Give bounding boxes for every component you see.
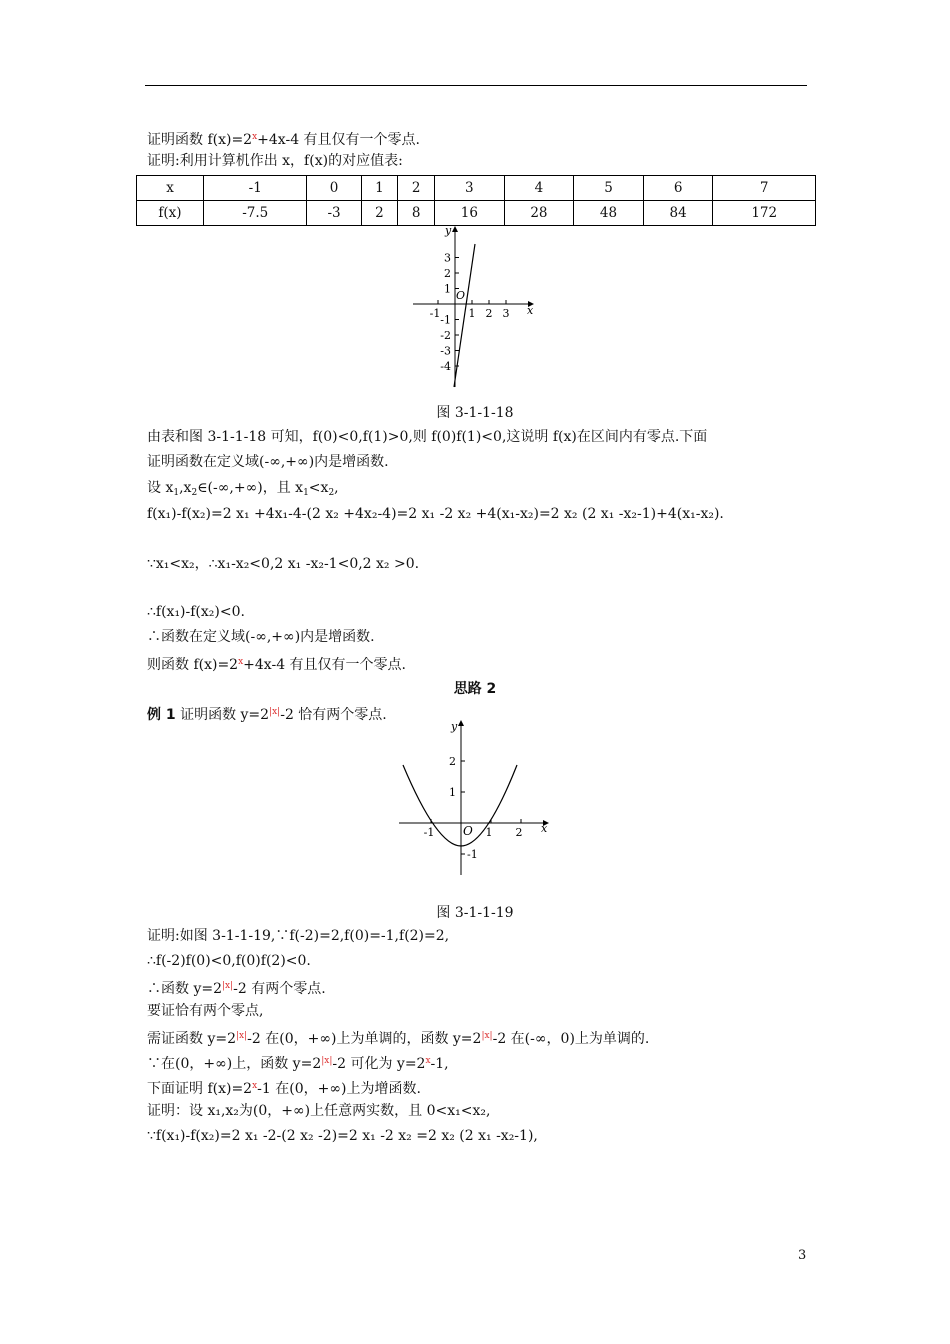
paragraph: 由表和图 3-1-1-18 可知，f(0)<0,f(1)>0,则 f(0)f(1)<0,这说明 f(x)在区间内有零点.下面 — [147, 429, 708, 445]
table-cell: 5 — [574, 176, 644, 201]
value-table — [136, 175, 816, 226]
x-axis-label: x — [541, 822, 548, 835]
tick-label: 1 — [449, 786, 456, 799]
tick-label: 1 — [468, 307, 476, 320]
table-cell: 7 — [713, 176, 816, 201]
table-cell: 2 — [398, 176, 435, 201]
paragraph: ∴f(-2)f(0)<0,f(0)f(2)<0. — [147, 953, 311, 969]
tick-label: 2 — [444, 267, 451, 280]
table-cell: 48 — [574, 201, 644, 226]
table-cell: 2 — [361, 201, 398, 226]
tick-label: 3 — [444, 251, 451, 265]
proof-intro: 证明:利用计算机作出 x，f(x)的对应值表: — [147, 153, 403, 169]
statement: 证明函数 $f(x)=2^x+4x-4$ 有且仅有一个零点. — [147, 132, 420, 148]
tick-label: -2 — [440, 329, 451, 342]
tick-label: 2 — [515, 826, 523, 839]
page-number: 3 — [798, 1248, 807, 1263]
table-cell: -3 — [307, 201, 361, 226]
paragraph: ∴函数 $y=2^{|x|}-2$ 有两个零点. — [147, 981, 326, 997]
tick-label: 2 — [449, 755, 456, 768]
curve — [403, 765, 517, 846]
paragraph: 需证函数 $y=2^{|x|}-2$ 在(0，+∞)上为单调的，函数 $y=2^{|x|}-2$ 在(-∞，0)上为单调的. — [147, 1031, 650, 1047]
tick-label: -1 — [423, 826, 435, 839]
table-cell: 172 — [713, 201, 816, 226]
origin-label: O — [456, 289, 466, 302]
table-cell: 4 — [504, 176, 574, 201]
table-cell: 0 — [307, 176, 361, 201]
paragraph: 下面证明 $f(x)=2^x-1$ 在(0，+∞)上为增函数. — [147, 1081, 421, 1097]
table-cell: 6 — [643, 176, 713, 201]
table-cell: 1 — [361, 176, 398, 201]
paragraph: 证明:如图 3-1-1-19,∵f(-2)=2,f(0)=-1,f(2)=2, — [147, 928, 450, 944]
equation: ∵x₁<x₂，∴x₁-x₂<0,2 x₁ -x₂-1<0,2 x₂ >0. — [147, 556, 420, 572]
table-cell: 3 — [435, 176, 505, 201]
table-cell: 8 — [398, 201, 435, 226]
tick-label: -1 — [440, 313, 451, 327]
paragraph: 要证恰有两个零点, — [147, 1003, 264, 1019]
figure-caption: 图 3-1-1-18 — [436, 405, 514, 421]
table-cell: 28 — [504, 201, 574, 226]
paragraph: 则函数 $f(x)=2^x+4x-4$ 有且仅有一个零点. — [147, 657, 406, 673]
paragraph: 设 $x_1,x_2\in(-\infty,+\infty)$，且 $x_1<x_2$, — [147, 480, 339, 498]
figure-3-1-1-18 — [405, 222, 545, 390]
tick-label: -1 — [429, 307, 441, 320]
paragraph: ∵在(0，+∞)上，函数 $y=2^{|x|}-2$ 可化为 $y=2^x-1$, — [147, 1056, 449, 1072]
table-cell: -1 — [204, 176, 307, 201]
y-axis-label: y — [451, 720, 458, 733]
figure-3-1-1-19 — [395, 718, 560, 878]
table-cell: f(x) — [137, 201, 204, 226]
tick-label: 3 — [502, 307, 510, 320]
header-rule — [145, 85, 807, 86]
y-axis-label: y — [445, 224, 452, 237]
tick-label: -3 — [440, 344, 451, 358]
equation: ∴f(x₁)-f(x₂)<0. — [147, 604, 245, 620]
table-cell: x — [137, 176, 204, 201]
table-cell: 16 — [435, 201, 505, 226]
tick-label: -4 — [440, 360, 451, 373]
x-axis-label: x — [527, 304, 534, 317]
paragraph: ∴函数在定义域(-∞,+∞)内是增函数. — [147, 629, 375, 645]
table-cell: 84 — [643, 201, 713, 226]
tick-label: -1 — [467, 848, 478, 861]
tick-label: 1 — [444, 282, 451, 296]
paragraph: 证明：设 x₁,x₂为(0，+∞)上任意两实数，且 0<x₁<x₂, — [147, 1103, 491, 1119]
equation: ∵f(x₁)-f(x₂)=2 x₁ -2-(2 x₂ -2)=2 x₁ -2 x₂ =2 x₂ (2 x₁ -x₂-1), — [147, 1128, 538, 1144]
equation: f(x₁)-f(x₂)=2 x₁ +4x₁-4-(2 x₂ +4x₂-4)=2 x₁ -2 x₂ +4(x₁-x₂)=2 x₂ (2 x₁ -x₂-1)+4(x₁-x₂). — [147, 506, 724, 522]
table-row — [137, 176, 816, 201]
example: 例 1 证明函数 $y=2^{|x|}-2$ 恰有两个零点. — [147, 707, 387, 723]
origin-label: O — [463, 824, 473, 838]
section-heading: 思路 2 — [453, 681, 497, 697]
figure-caption: 图 3-1-1-19 — [436, 905, 514, 921]
tick-label: 1 — [485, 826, 493, 839]
tick-label: 2 — [485, 307, 493, 320]
table-cell: -7.5 — [204, 201, 307, 226]
paragraph: 证明函数在定义域(-∞,+∞)内是增函数. — [147, 454, 389, 470]
